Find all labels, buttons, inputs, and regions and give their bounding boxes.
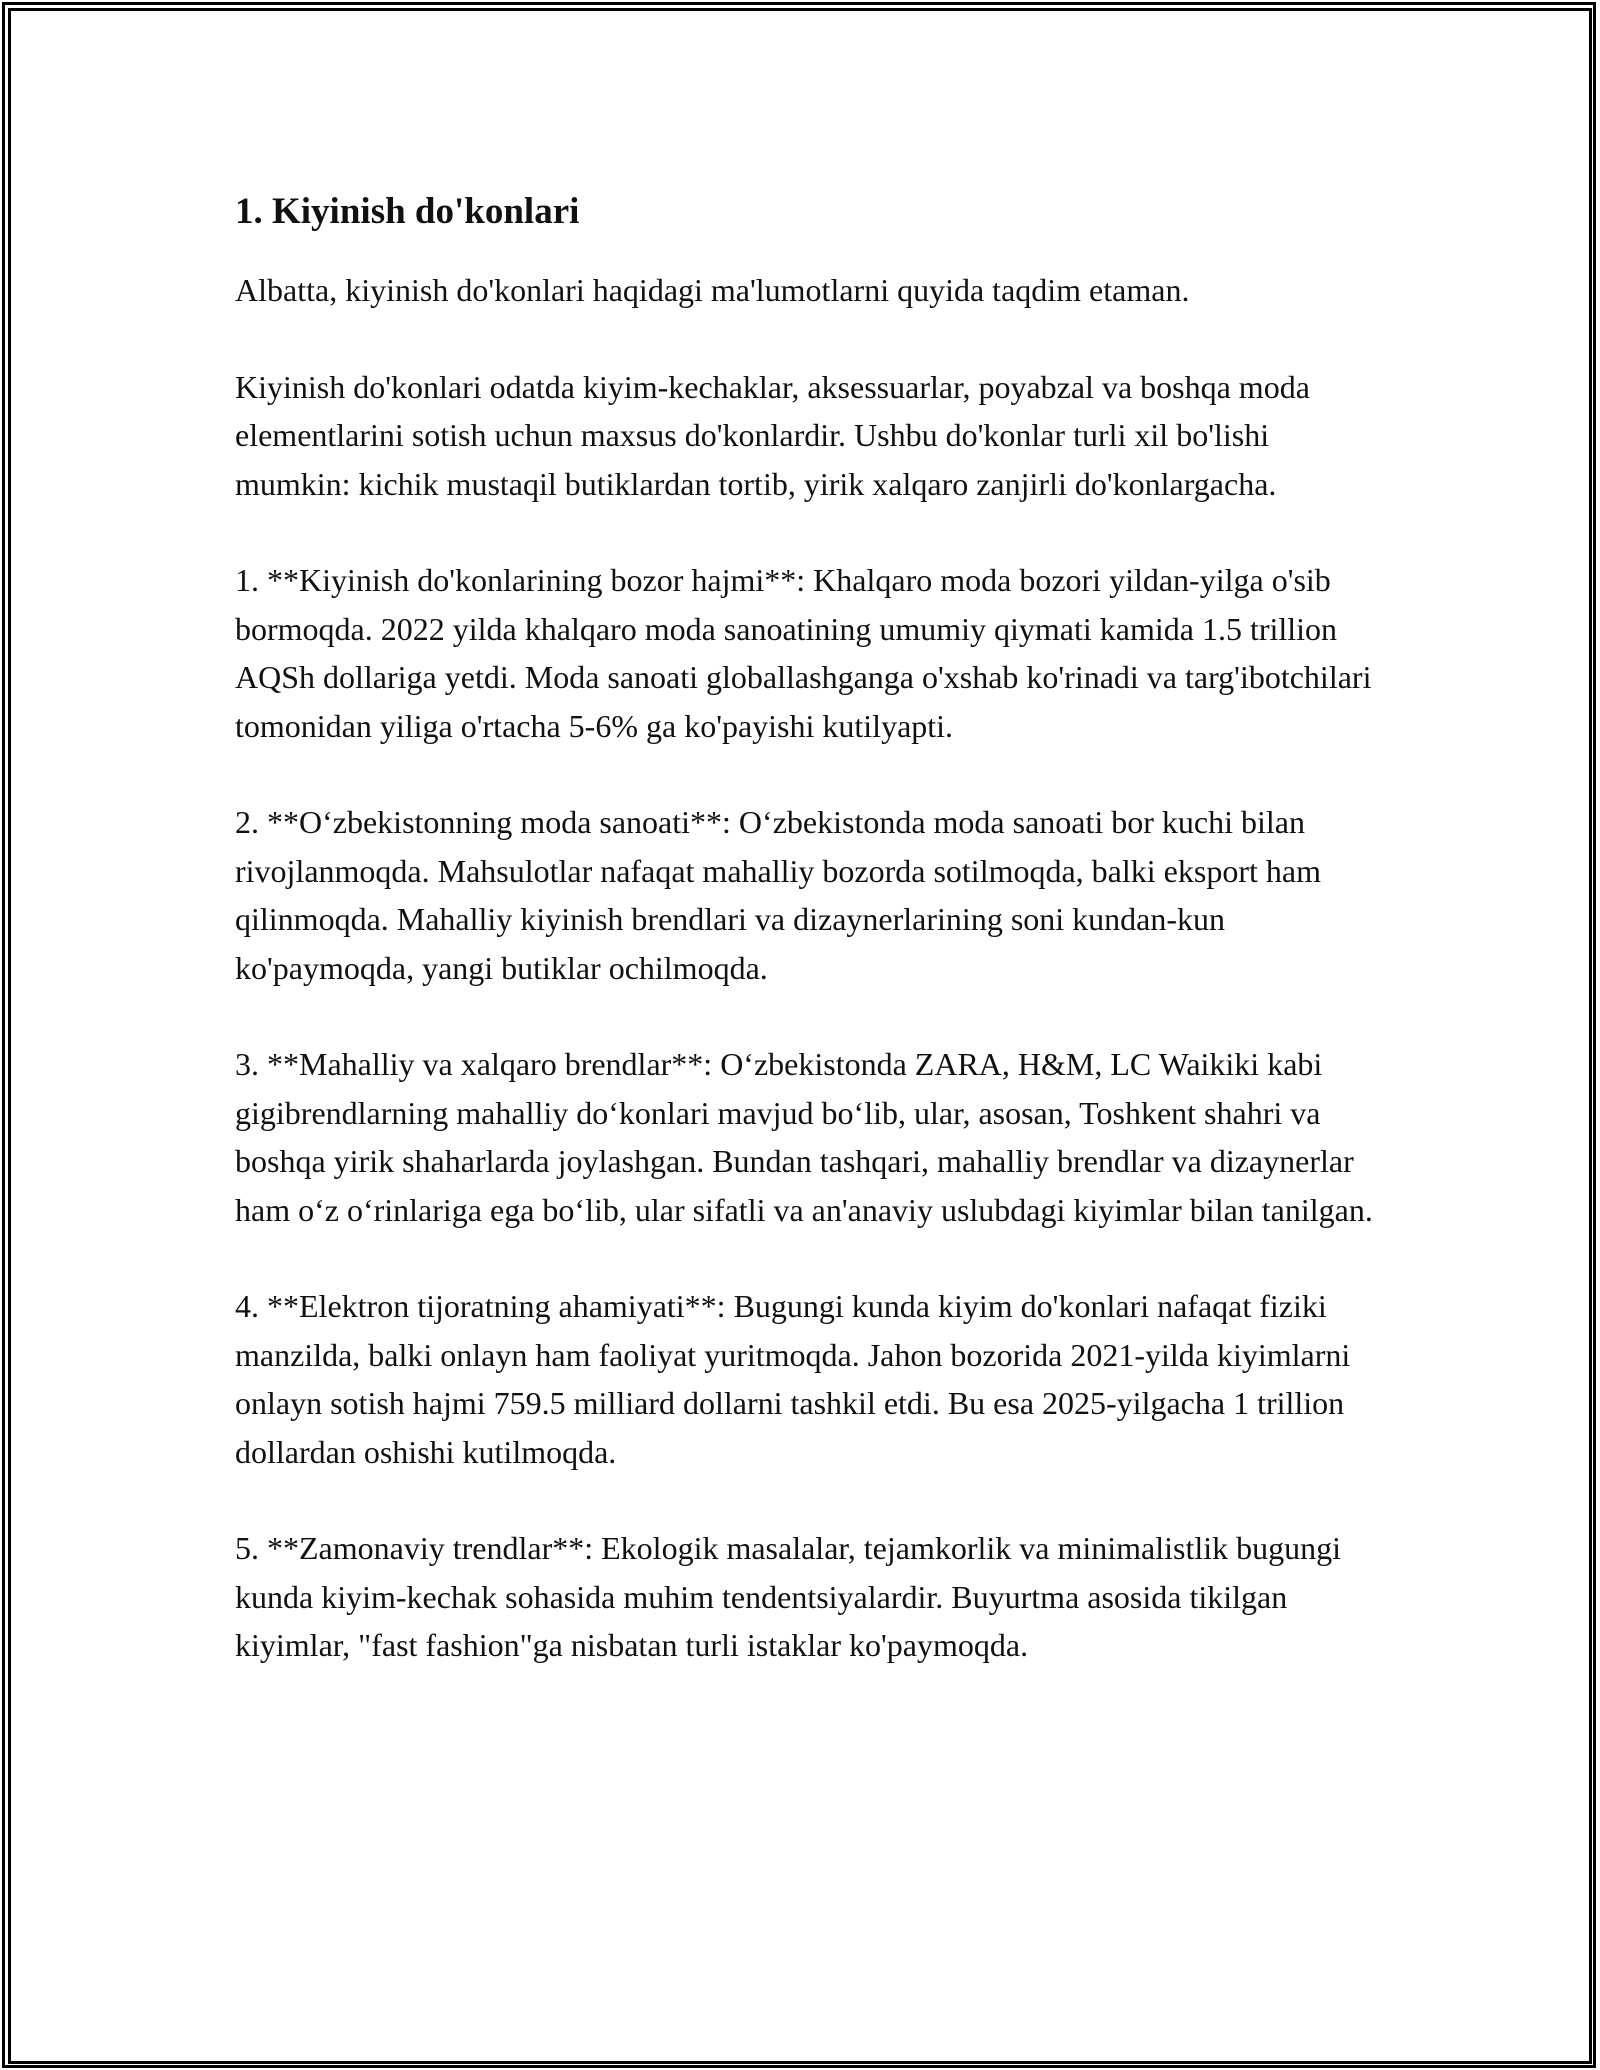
overview-paragraph: Kiyinish do'konlari odatda kiyim-kechaklar, aksessuarlar, poyabzal va boshqa moda elementlarini sotish uchun maxsus do'konlardir. Ushbu do'konlar turli xil bo'lishi mumkin: kichik mustaqil butiklardan tortib, yirik xalqaro zanjirli do'konlargacha. [235, 368, 1310, 502]
brands-paragraph: 3. **Mahalliy va xalqaro brendlar**: Oʻzbekistonda ZARA, H&M, LC Waikiki kabi gigibrendlarning mahalliy doʻkonlari mavjud boʻlib, ular, asosan, Toshkent shahri va boshqa yirik shaharlarda joylashgan. Bundan tashqari, mahalliy brendlar va dizaynerlar ham oʻz oʻrinlariga ega boʻlib, ular sifatli va an'anaviy uslubdagi kiyimlar bilan tanilgan. [235, 1046, 1373, 1228]
market-size-paragraph: 1. **Kiyinish do'konlarining bozor hajmi**: Khalqaro moda bozori yildan-yilga o'sib bormoqda. 2022 yilda khalqaro moda sanoatining umumiy qiymati kamida 1.5 trillion AQSh dollariga yetdi. Moda sanoati globallashganga o'xshab ko'rinadi va targ'ibotchilari tomonidan yiliga o'rtacha 5-6% ga ko'payishi kutilyapti. [235, 562, 1372, 744]
document-body [235, 186, 1380, 1718]
trends-paragraph: 5. **Zamonaviy trendlar**: Ekologik masalalar, tejamkorlik va minimalistlik bugungi kunda kiyim-kechak sohasida muhim tendentsiyalardir. Buyurtma asosida tikilgan kiyimlar, "fast fashion"ga nisbatan turli istaklar ko'paymoqda. [235, 1530, 1342, 1663]
ecommerce-paragraph: 4. **Elektron tijoratning ahamiyati**: Bugungi kunda kiyim do'konlari nafaqat fiziki manzilda, balki onlayn ham faoliyat yuritmoqda. Jahon bozorida 2021-yilda kiyimlarni onlayn sotish hajmi 759.5 milliard dollarni tashkil etdi. Bu esa 2025-yilgacha 1 trillion dollardan oshishi kutilmoqda. [235, 1288, 1351, 1470]
intro-paragraph: Albatta, kiyinish do'konlari haqidagi ma'lumotlarni quyida taqdim etaman. [235, 272, 1190, 308]
uzbekistan-fashion-paragraph: 2. **Oʻzbekistonning moda sanoati**: Oʻzbekistonda moda sanoati bor kuchi bilan rivojlanmoqda. Mahsulotlar nafaqat mahalliy bozorda sotilmoqda, balki eksport ham qilinmoqda. Mahalliy kiyinish brendlari va dizaynerlarining soni kundan-kun ko'paymoqda, yangi butiklar ochilmoqda. [235, 804, 1321, 986]
document-title: 1. Kiyinish do'konlari [235, 191, 580, 232]
